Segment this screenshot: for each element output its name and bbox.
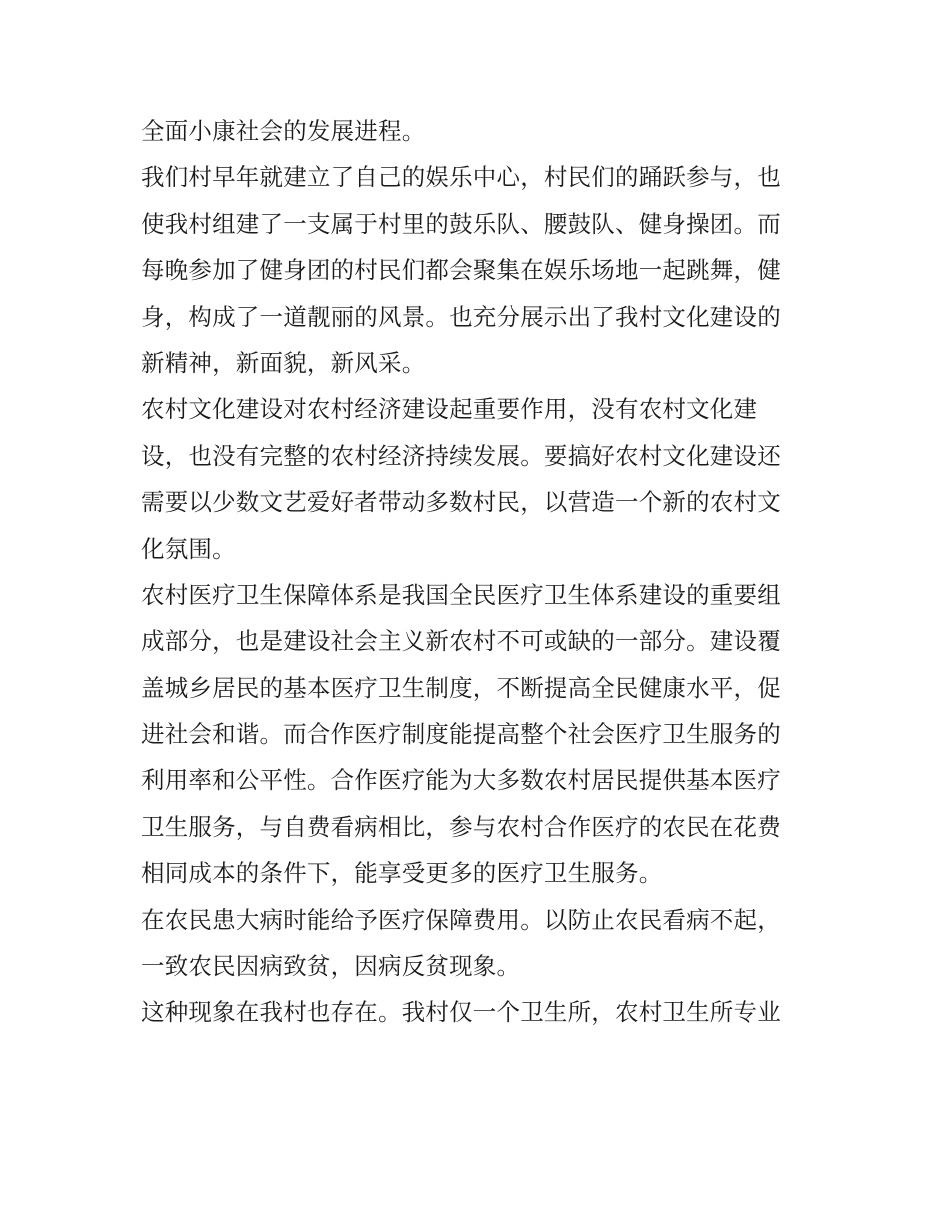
text-line: 卫生服务，与自费看病相比，参与农村合作医疗的农民在花费 [141,812,781,841]
text-line: 农村文化建设对农村经济建设起重要作用，没有农村文化建 [141,395,758,424]
text-line: 盖城乡居民的基本医疗卫生制度，不断提高全民健康水平，促 [141,673,781,702]
text-line: 在农民患大病时能给予医疗保障费用。以防止农民看病不起， [141,905,781,934]
text-line: 我们村早年就建立了自己的娱乐中心，村民们的踊跃参与，也 [141,163,781,192]
text-line: 新精神，新面貌，新风采。 [141,348,426,377]
text-line: 相同成本的条件下，能享受更多的医疗卫生服务。 [141,859,663,888]
text-line: 需要以少数文艺爱好者带动多数村民，以营造一个新的农村文 [141,488,781,517]
text-line: 进社会和谐。而合作医疗制度能提高整个社会医疗卫生服务的 [141,720,781,749]
text-line: 全面小康社会的发展进程。 [141,117,426,145]
text-line: 一致农民因病致贫，因病反贫现象。 [141,952,521,981]
text-line: 使我村组建了一支属于村里的鼓乐队、腰鼓队、健身操团。而 [141,209,781,238]
text-line: 这种现象在我村也存在。我村仅一个卫生所，农村卫生所专业 [141,998,781,1027]
body-text [141,108,813,1036]
text-line: 利用率和公平性。合作医疗能为大多数农村居民提供基本医疗 [141,766,781,795]
text-line: 化氛围。 [141,534,236,563]
text-line: 每晚参加了健身团的村民们都会聚集在娱乐场地一起跳舞，健 [141,256,781,285]
text-line: 身，构成了一道靓丽的风景。也充分展示出了我村文化建设的 [141,302,781,331]
text-line: 农村医疗卫生保障体系是我国全民医疗卫生体系建设的重要组 [141,580,781,609]
text-line: 设，也没有完整的农村经济持续发展。要搞好农村文化建设还 [141,441,781,470]
text-line: 成部分，也是建设社会主义新农村不可或缺的一部分。建设覆 [141,627,781,656]
